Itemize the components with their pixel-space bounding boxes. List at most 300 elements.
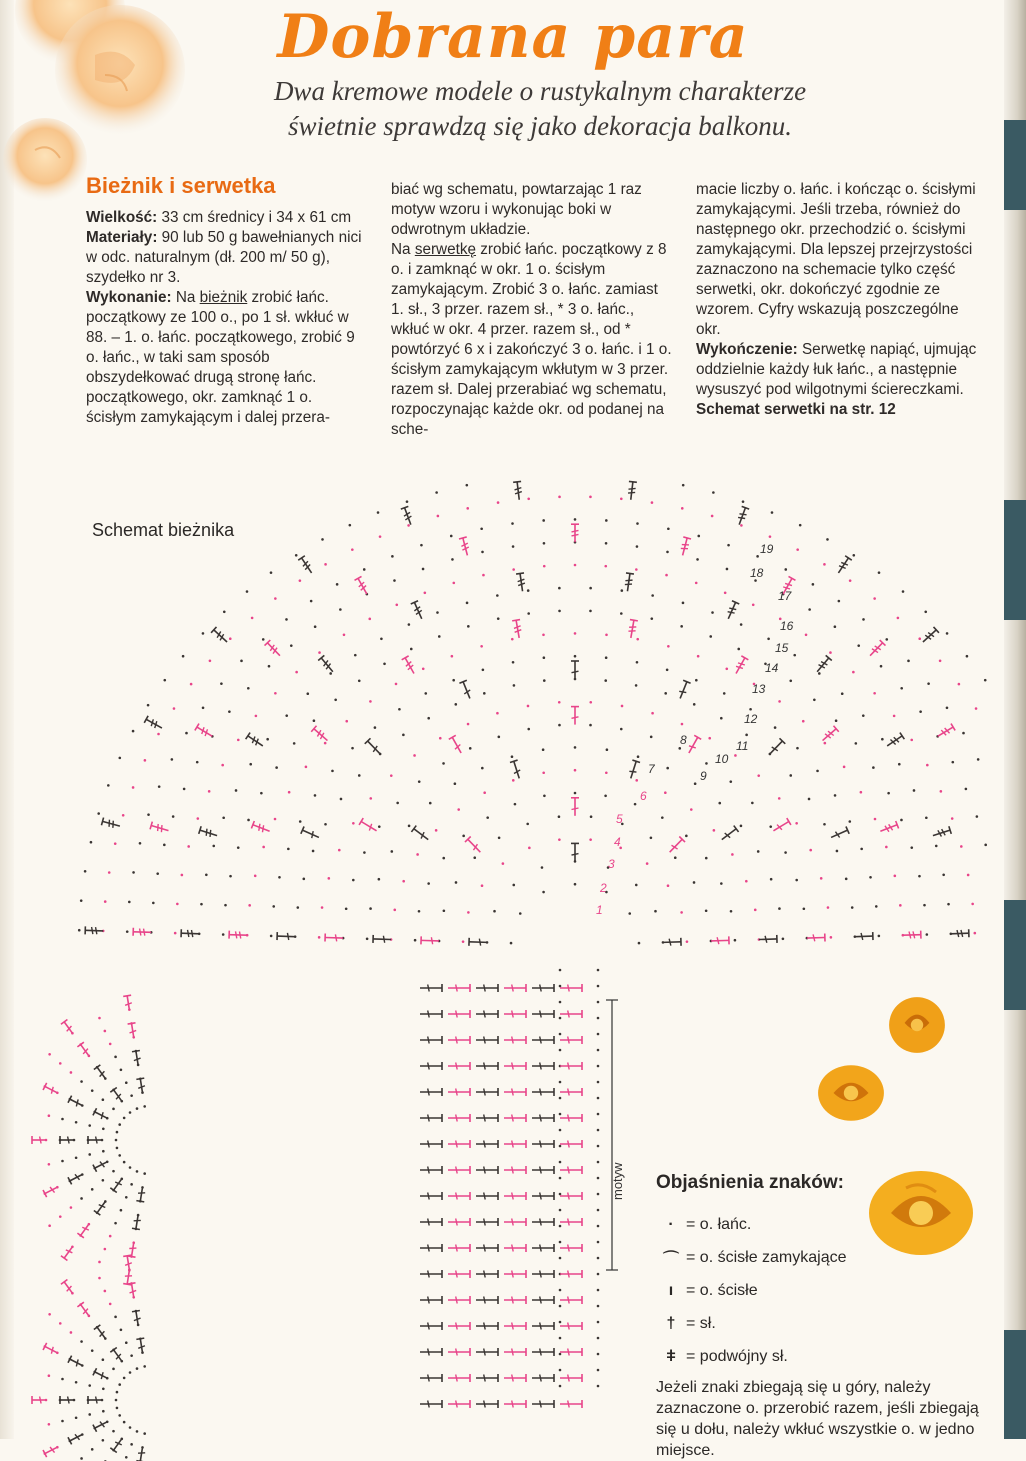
stitch-mark: [476, 1374, 498, 1382]
stitch-mark: [560, 1322, 582, 1330]
chain-dot: [597, 1385, 600, 1388]
stitch-mark: [402, 656, 418, 676]
chain-dot: [290, 644, 293, 647]
stitch-mark: [448, 1192, 470, 1200]
chain-dot: [823, 563, 826, 566]
stitch-mark: [532, 1036, 554, 1044]
stitch-mark: [132, 1050, 142, 1065]
stitch-mark: [420, 1192, 442, 1200]
chain-dot: [559, 1193, 562, 1196]
chain-dot: [899, 904, 902, 907]
stitch-mark: [420, 1114, 442, 1122]
chain-dot: [414, 939, 417, 942]
stitch-mark: [448, 1348, 470, 1356]
chain-dot: [497, 617, 500, 620]
chain-dot: [442, 762, 445, 765]
round-number: 7: [648, 762, 656, 776]
chain-dot: [958, 683, 961, 686]
chain-dot: [589, 587, 592, 590]
stitch-mark: [420, 1088, 442, 1096]
finish-paragraph: [696, 340, 978, 400]
chain-dot: [605, 519, 608, 522]
stitch-mark: [571, 707, 579, 725]
chain-dot: [125, 1081, 128, 1084]
chain-dot: [129, 1371, 132, 1374]
col2-paragraph-1: biać wg schematu, powtarzając 1 raz motyw wzoru i wykonując boki w odwrotnym układzie.: [391, 180, 673, 240]
stitch-mark: [476, 1062, 498, 1070]
chain-dot: [329, 672, 332, 675]
stitch-mark: [469, 938, 487, 947]
chain-dot: [678, 747, 681, 750]
chain-dot: [774, 726, 777, 729]
chain-dot: [108, 871, 111, 874]
chain-dot: [318, 651, 321, 654]
chain-dot: [209, 659, 212, 662]
chain-dot: [483, 692, 486, 695]
chain-dot: [667, 645, 670, 648]
chain-dot: [574, 518, 577, 521]
chain-dot: [136, 1430, 139, 1433]
chain-dot: [408, 825, 411, 828]
chain-dot: [427, 717, 430, 720]
legend: [656, 1172, 996, 1461]
chain-dot: [496, 712, 499, 715]
chain-dot: [923, 904, 926, 907]
chain-dot: [120, 1328, 123, 1331]
chain-dot: [48, 1053, 51, 1056]
chain-dot: [436, 611, 439, 614]
chain-dot: [597, 1337, 600, 1340]
stitch-mark: [32, 1136, 46, 1144]
chain-dot: [558, 838, 561, 841]
stitch-mark: [685, 735, 701, 755]
stitch-mark: [532, 1088, 554, 1096]
chain-dot: [118, 1123, 121, 1126]
chain-dot: [723, 692, 726, 695]
chain-dot: [636, 545, 639, 548]
chain-dot: [918, 875, 921, 878]
chain-dot: [542, 891, 545, 894]
chain-dot: [559, 1257, 562, 1260]
chain-dot: [481, 767, 484, 770]
chain-dot: [767, 637, 770, 640]
stitch-mark: [560, 1166, 582, 1174]
stitch-mark: [920, 627, 939, 645]
chain-dot: [205, 873, 208, 876]
chain-dot: [129, 1426, 132, 1429]
chain-dot: [221, 764, 224, 767]
rose-image-1: [886, 994, 948, 1056]
chain-dot: [413, 754, 416, 757]
chain-dot: [354, 654, 357, 657]
chain-dot: [424, 692, 427, 695]
chain-dot: [183, 788, 186, 791]
stitch-mark: [359, 818, 379, 834]
chain-symbol-icon: ·: [656, 1216, 686, 1234]
chain-dot: [390, 850, 393, 853]
chain-dot: [48, 1224, 51, 1227]
round-number: 17: [778, 589, 793, 603]
legend-row-treble: [656, 1340, 996, 1373]
chain-dot: [636, 522, 639, 525]
chain-dot: [705, 762, 708, 765]
chain-dot: [686, 940, 689, 943]
chain-dot: [527, 589, 530, 592]
chain-dot: [130, 1183, 133, 1186]
chain-dot: [418, 780, 421, 783]
chain-dot: [946, 706, 949, 709]
chain-dot: [634, 803, 637, 806]
chain-dot: [438, 635, 441, 638]
chain-dot: [102, 1127, 105, 1130]
finish-text: Serwetkę napiąć, ujmując oddzielnie każdy łuk łańc., a następnie wysuszyć pod wilgotnymi ściereczkami.: [696, 341, 976, 398]
stitch-mark: [504, 1322, 526, 1330]
chain-dot: [147, 704, 150, 707]
stitch-mark: [936, 724, 956, 740]
chain-dot: [826, 538, 829, 541]
chain-dot: [597, 1049, 600, 1052]
chain-dot: [589, 701, 592, 704]
chain-dot: [511, 522, 514, 525]
chain-dot: [695, 679, 698, 682]
stitch-mark: [476, 1322, 498, 1330]
stitch-mark: [93, 1108, 109, 1121]
motif-label: motyw: [610, 1162, 625, 1200]
chain-dot: [940, 790, 943, 793]
chain-dot: [661, 816, 664, 819]
chain-dot: [782, 937, 785, 940]
chain-dot: [391, 555, 394, 558]
stitch-mark: [504, 1114, 526, 1122]
chain-dot: [756, 555, 759, 558]
stitch-mark: [560, 1348, 582, 1356]
chain-dot: [724, 591, 727, 594]
chain-dot: [665, 574, 668, 577]
chain-dot: [379, 535, 382, 538]
chain-dot: [977, 758, 980, 761]
text-column-1: [86, 180, 366, 428]
chain-dot: [528, 847, 531, 850]
chain-dot: [314, 794, 317, 797]
chain-dot: [467, 723, 470, 726]
chain-dot: [976, 815, 979, 818]
stitch-mark: [504, 1166, 526, 1174]
stitch-mark: [560, 1374, 582, 1382]
chain-dot: [898, 763, 901, 766]
legend-row-single: [656, 1274, 996, 1307]
chain-dot: [512, 884, 515, 887]
stitch-mark: [144, 716, 164, 732]
chain-dot: [115, 1139, 118, 1142]
chain-dot: [143, 1365, 146, 1368]
stitch-mark: [476, 1244, 498, 1252]
chain-dot: [107, 784, 110, 787]
chain-dot: [559, 1369, 562, 1372]
chain-dot: [59, 1062, 62, 1065]
stitch-mark: [532, 1348, 554, 1356]
chain-dot: [497, 501, 500, 504]
chain-dot: [559, 1305, 562, 1308]
chain-dot: [827, 906, 830, 909]
stitch-mark: [411, 601, 426, 621]
chain-dot: [597, 1177, 600, 1180]
stitch-mark: [719, 826, 738, 843]
chain-dot: [129, 1166, 132, 1169]
stitch-mark: [229, 931, 247, 940]
chain-dot: [118, 1383, 121, 1386]
stitch-mark: [560, 1062, 582, 1070]
chain-dot: [118, 1154, 121, 1157]
chain-dot: [597, 1209, 600, 1212]
stitch-mark: [504, 1192, 526, 1200]
stitch-mark: [532, 1062, 554, 1070]
stitch-mark: [88, 1396, 102, 1404]
chain-dot: [682, 484, 685, 487]
chain-dot: [793, 654, 796, 657]
chain-dot: [368, 618, 371, 621]
chain-dot: [902, 590, 905, 593]
chain-dot: [924, 611, 927, 614]
chain-dot: [860, 791, 863, 794]
chain-dot: [513, 684, 516, 687]
chain-dot: [574, 632, 577, 635]
chain-dot: [558, 587, 561, 590]
stitch-mark: [560, 1244, 582, 1252]
chain-dot: [730, 910, 733, 913]
chain-dot: [254, 875, 257, 878]
stitch-mark: [532, 984, 554, 992]
chain-dot: [61, 1118, 64, 1121]
chain-dot: [466, 507, 469, 510]
chain-dot: [597, 1241, 600, 1244]
stitch-mark: [448, 1166, 470, 1174]
stitch-mark: [711, 936, 729, 945]
chain-dot: [130, 1094, 133, 1097]
stitch-mark: [420, 1218, 442, 1226]
article-title: Dobrana para: [0, 2, 1026, 72]
chain-dot: [605, 656, 608, 659]
legend-row-chain: [656, 1208, 996, 1241]
chain-dot: [48, 1114, 51, 1117]
stitch-mark: [448, 984, 470, 992]
chain-dot: [543, 795, 546, 798]
chain-dot: [416, 853, 419, 856]
chain-dot: [321, 906, 324, 909]
stitch-mark: [150, 822, 170, 835]
col3-paragraph-1: macie liczby o. łańc. i kończąc o. ścisłymi zamykającymi. Jeśli trzeba, również do następnego okr. przechodzić o. ścisłymi zamykającymi. Dla lepszej przejrzystości zaznaczono na schemacie tylko część serwetki, okr. dokończyć zgodnie ze wzorem. Cyfry wskazują poszczególne okr.: [696, 180, 978, 340]
chain-dot: [597, 1225, 600, 1228]
chain-dot: [559, 1097, 562, 1100]
chain-dot: [285, 714, 288, 717]
stitch-mark: [476, 1010, 498, 1018]
stitch-mark: [560, 1036, 582, 1044]
chain-dot: [757, 774, 760, 777]
chain-dot: [559, 1081, 562, 1084]
chain-dot: [462, 940, 465, 943]
chain-dot: [796, 548, 799, 551]
chain-dot: [705, 857, 708, 860]
chain-dot: [635, 884, 638, 887]
legend-title: Objaśnienia znaków:: [656, 1172, 996, 1194]
chain-dot: [454, 782, 457, 785]
stitch-mark: [132, 1310, 142, 1325]
chain-dot: [597, 1001, 600, 1004]
chain-dot: [869, 876, 872, 879]
stitch-mark: [532, 1322, 554, 1330]
chain-dot: [240, 660, 243, 663]
chain-dot: [176, 903, 179, 906]
chain-dot: [951, 761, 954, 764]
chain-dot: [112, 1368, 115, 1371]
stitch-mark: [867, 640, 885, 658]
chain-dot: [559, 1001, 562, 1004]
napkin-pre: Na: [391, 241, 415, 258]
chain-dot: [182, 655, 185, 658]
stitch-mark: [504, 1348, 526, 1356]
round-number: 18: [750, 566, 764, 580]
chain-dot: [542, 748, 545, 751]
chain-dot: [467, 625, 470, 628]
chain-dot: [939, 659, 942, 662]
chain-dot: [919, 710, 922, 713]
legend-note: Jeżeli znaki zbiegają się u góry, należy zaznaczone o. przerobić razem, jeśli zbiegają się u dołu, należy wkłuć wszystkie o. w jedno miejsce.: [656, 1377, 996, 1461]
chain-dot: [885, 846, 888, 849]
execution-pre: Na: [172, 289, 200, 306]
stitch-mark: [448, 1062, 470, 1070]
chain-dot: [228, 710, 231, 713]
stitch-mark: [663, 938, 681, 947]
chain-dot: [784, 568, 787, 571]
size-label: Wielkość:: [86, 209, 157, 226]
chain-dot: [498, 736, 501, 739]
chain-dot: [123, 1377, 126, 1380]
chain-dot: [852, 671, 855, 674]
napkin-text: zrobić łańc. początkowy z 8 o. i zamknąć w okr. 1 o. ścisłym zamykającym. Zrobić 3 o. łańc. zamiast 1. sł., 3 przer. razem sł., * 3 o. łańc., wkłuć w okr. 4 przer. razem sł., od * powtórzyć 6 x i zakończyć 3 o. łańc. i 1 o. ścisłym zamykającym wkłutym w 3 przer. razem sł. Dalej przerabiać wg schematu, rozpoczynając każde okr. od podanej na sche-: [391, 241, 672, 438]
stitch-mark: [448, 1270, 470, 1278]
chain-dot: [749, 708, 752, 711]
chain-dot: [712, 491, 715, 494]
chain-dot: [984, 679, 987, 682]
stitch-mark: [301, 827, 321, 842]
stitch-mark: [420, 1062, 442, 1070]
stitch-mark: [476, 1114, 498, 1122]
chain-dot: [61, 1378, 64, 1381]
chain-dot: [132, 786, 135, 789]
chain-dot: [834, 794, 837, 797]
chain-dot: [212, 845, 215, 848]
stitch-mark: [560, 1400, 582, 1408]
stitch-mark: [265, 640, 283, 658]
chain-dot: [984, 844, 987, 847]
chain-dot: [597, 1081, 600, 1084]
chain-dot: [693, 703, 696, 706]
round-number: 4: [614, 835, 621, 849]
stitch-mark: [504, 1296, 526, 1304]
round-number: 15: [775, 641, 789, 655]
chain-dot: [971, 903, 974, 906]
chain-dot: [173, 707, 176, 710]
chain-dot: [857, 644, 860, 647]
stitch-mark: [571, 843, 579, 861]
chain-dot: [196, 761, 199, 764]
chain-dot: [352, 822, 355, 825]
schema-reference-text: Schemat serwetki na str. 12: [696, 401, 896, 418]
chain-dot: [498, 836, 501, 839]
text-column-2: [391, 180, 673, 440]
chain-dot: [407, 524, 410, 527]
chain-dot: [605, 771, 608, 774]
chain-dot: [519, 912, 522, 915]
chain-dot: [574, 792, 577, 795]
chain-dot: [70, 1206, 73, 1209]
chain-dot: [808, 608, 811, 611]
chain-dot: [559, 1129, 562, 1132]
chain-dot: [78, 929, 81, 932]
chain-dot: [860, 848, 863, 851]
chain-dot: [574, 564, 577, 567]
chain-dot: [102, 1098, 105, 1101]
chain-dot: [527, 612, 530, 615]
chain-dot: [751, 802, 754, 805]
chain-dot: [324, 823, 327, 826]
chain-dot: [559, 1289, 562, 1292]
chain-dot: [91, 1089, 94, 1092]
stitch-mark: [532, 1296, 554, 1304]
chain-dot: [80, 1340, 83, 1343]
chain-dot: [443, 909, 446, 912]
chain-dot: [650, 617, 653, 620]
chain-dot: [542, 519, 545, 522]
chain-dot: [125, 1196, 128, 1199]
chain-dot: [559, 985, 562, 988]
chain-dot: [48, 1423, 51, 1426]
chain-dot: [98, 1017, 101, 1020]
chain-dot: [734, 754, 737, 757]
chain-dot: [467, 911, 470, 914]
stitch-mark: [627, 760, 640, 780]
stitch-mark: [448, 1036, 470, 1044]
chain-dot: [559, 1225, 562, 1228]
chain-dot: [558, 724, 561, 727]
chain-dot: [674, 856, 677, 859]
chain-dot: [369, 907, 372, 910]
chain-dot: [358, 774, 361, 777]
chain-dot: [926, 933, 929, 936]
chain-dot: [296, 906, 299, 909]
chain-dot: [559, 1161, 562, 1164]
chain-dot: [202, 632, 205, 635]
stitch-mark: [459, 680, 473, 700]
chain-dot: [737, 648, 740, 651]
chain-dot: [80, 1080, 83, 1083]
napkin-underlined: serwetkę: [415, 241, 476, 258]
stitch-mark: [476, 1036, 498, 1044]
chain-dot: [132, 730, 135, 733]
stitch-mark: [136, 1338, 146, 1353]
stitch-mark: [355, 576, 371, 596]
chain-dot: [682, 602, 685, 605]
chain-dot: [48, 1374, 51, 1377]
chain-dot: [466, 484, 469, 487]
chain-dot: [306, 692, 309, 695]
chain-dot: [574, 746, 577, 749]
chain-dot: [880, 665, 883, 668]
chain-dot: [223, 611, 226, 614]
round-number: 1: [596, 903, 603, 917]
stitch-mark: [733, 656, 749, 676]
treble-crochet-symbol-icon: ǂ: [656, 1348, 686, 1366]
chain-dot: [946, 632, 949, 635]
